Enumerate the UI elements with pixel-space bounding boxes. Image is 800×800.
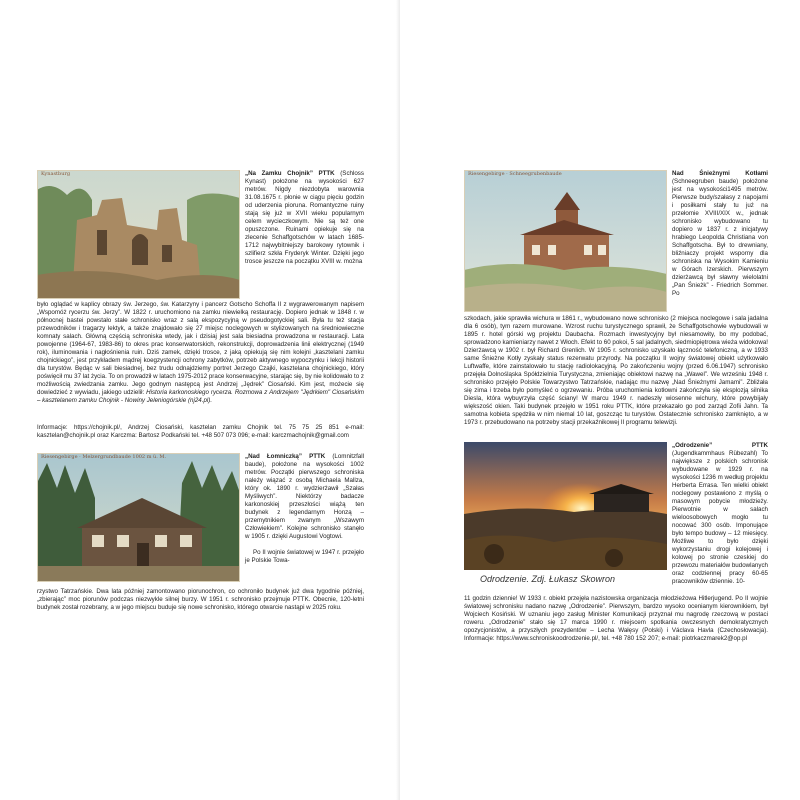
kotly-body-block [464, 315, 768, 427]
kotly-title: Nad Śnieżnymi Kotłami [672, 170, 768, 177]
odrodzenie-photo-caption: Odrodzenie. Zdj. Łukasz Skowron [480, 574, 616, 584]
chojnik-body-block [37, 301, 364, 405]
right-page [400, 0, 800, 800]
chojnik-body: było oglądać w kaplicy obrazy św. Jerzego, św. Katarzyny i pancerz Gotscho Schoffa II z wygrawerowanym napisem „Wspomóż rycerzu św. Jerzy”. W 1822 r. uruchomiono na zamku niewielką restaurację. Dopiero jednak w 1848 r. w północnej bastei powstało stałe schronisko wraz z salą ekspozycyjną w pseudogotyckiej sali. Była tu też stacja przewodników i tragarzy lektyk, a także znajdowało się 27 miejsc noclegowych w stylizowanych na średniowieczne komnaty salach. Główną częścią schroniska wtedy, jak i dzisiaj jest sala biesiadna prowadzona w restauracji. Lata powojenne (1964-67, 1983-86) to okres prac konserwatorskich, rekonstrukcji, doprowadzenia linii elektrycznej (1949 rok), iluminowania i nagłośnienia ruin. Dziś zamek, dzięki trosce, z jaką opiekują się nim kolejni „kasztelani zamku chojnickiego”, jest przykładem mądrej koegzystencji ochrony zabytków, potrzeb aktywnego wypoczynku i lekcji historii dla turystów. Będąc w sali biesiadnej, bez trudu odnajdziemy portret Jerzego Czajki, kasztelana chojnickiego, który poświęcił mu 37 lat życia. To on prowadził w latach 1975-2012 prace konserwacyjne, starając się, by nie kolidowało to z możliwością zwiedzania zamku. Jego godnym następcą jest Andrzej „Jędrek” Ciosański. Kim jest, możecie się dowiedzieć z wywiadu, jakiego udzielił: [37, 301, 364, 396]
odrodzenie-body-block [464, 595, 768, 643]
chojnik-intro: (Schloss Kynast) położone na wysokości 627 metrów. Nigdy niezdobyta warownia 31.08.1675 r. płonie w ciągu pięciu godzin od uderzenia pioruna. Romantyczne ruiny stają się już w XVII wieku popularnym celem wycieczkowym. Nie są też one opuszczone. Ruinami opiekuje się na zlecenie Schaffgotschów w latach 1685-1712 najwybitniejszy barokowy rytownik i szlifierz szkła Fryderyk Winter. Dzięki jego trosce jeszcze na początku XVIII w. można [245, 170, 364, 265]
chojnik-title: „Na Zamku Chojnik” PTTK [245, 170, 335, 177]
lomniczka-photo-caption: Riesengebirge · Melzergrundbaude 1002 m ü. M. [41, 454, 167, 460]
lomniczka-title: „Nad Łomniczką” PTTK [245, 453, 326, 460]
chojnik-intro-block [245, 170, 364, 266]
chojnik-info: Informacje: https://chojnik.pl/, Andrzej Ciosański, kasztelan zamku Chojnik tel. 75 75 25 851 e-mail: kasztelan@chojnik.pl oraz Karczma: Bartosz Podkański tel. +48 507 073 096; e-mail: karczmachojnik@gmail.com [37, 424, 364, 439]
kotly-intro-block [672, 170, 768, 298]
chojnik-info-block [37, 424, 364, 440]
lomniczka-body-start: Po II wojnie światowej w 1947 r. przejęło je Polskie Towa- [245, 549, 364, 564]
kotly-intro: (Schneegruben baude) położone jest na wysokości1495 metrów. Pierwsze budy/szałasy z napojami i posiłkami stały tu już na przełomie XVIII/XIX w., jednak schronisko wybudowano tu dopiero w 1837 r. z inicjatywy hrabiego Leopolda Christiana von Schaffgotscha. Był to drewniany, bliźniaczy projekt wsporny dla schroniska na Wysokim Kamieniu w Górach Izerskich. Pierwszym dzierżawcą był sławny wielolatni „Pan Śnieżk” - Friedrich Sommer. Po [672, 178, 768, 297]
lomniczka-intro: (Lomnitzfall baude), położone na wysokości 1002 metrów. Początki pierwszego schroniska należy wiązać z osobą Michaela Mallza, który ok. 1890 r. wydzierżawił „Szałas Myśliwych”. Niektórzy badacze karkonoskiej przeszłości wiążą ten budynek z legendarnym Honzą – przemytnikiem zwanym „Wszawym Człowiekiem”. Kolejne schronisko stanęło w 1905 r. dzięki Augustowi Vogtowi. [245, 453, 364, 540]
odrodzenie-intro-block [672, 442, 768, 586]
kotly-photo-caption: Riesengebirge · Schneegrubenbaude [468, 171, 562, 177]
kotly-body: szkodach, jakie sprawiła wichura w 1861 r., wybudowano nowe schronisko (2 miejsca noclegowe i sala jadalna dla 6 osób), tym razem murowane. Wzrost ruchu turystycznego sprawił, że Schaffgotschowie wybudowali w 1895 r. hotel górski wg projektu Daubacha. Rozmach inwestycyjny był niesamowity, bo my podobać, sprowadzono kamieniarzy nawet z Włoch. Efekt to 60 pokoi, 5 sal jadalnych, siedmiopiętrowa wieża widokowa! Dzierżawcą w 1902 r. był Richard Grenlich. W 1905 r. schronisko uzyskało łączność telefoniczną, a w 1933 same Śnieżne Kotły zyskały status rezerwatu przyrody. Na początku II wojny światowej obiekt użytkowało Luftwaffe, które zainstalowało tu stację radiolokacyjną. Po zakończeniu wojny (przed 6.06.1947) schronisko przejęła Dolnośląska Spółdzielnia Turystyczna, zmieniając obiektowi nazwę na „Wawel”. We wrześniu 1948 r. schronisko przejęło Polskie Towarzystwo Tatrzańskie, nadając mu nazwę „Nad Śnieżnymi Jamami”. Zbliżała się zima i trzeba było pomyśleć o ogrzewaniu. Próba uruchomienia kotłowni zakończyła się eksplozją silnika Diesla, która wybuyrzyła część ściany! W marcu 1949 r. nadeszły wiosenne wichury, które powybijały większość okien. Taki budynek przejęło w 1951 roku PTTK, które przekazało go pod zarząd Zofii Jahn. Ta samotna kobieta spędziła w nim niemal 10 lat, goszcząc tu turystów. Ostatecznie schronisko zamknięto, a w 1973 r. przebudowano na potrzeby stacji przekaźnikowej II programu telewizji. [464, 315, 768, 426]
odrodzenie-title: „Odrodzenie” PTTK [672, 442, 768, 449]
chojnik-castle-photo [37, 170, 240, 299]
lomniczka-body-block [37, 588, 364, 612]
kotly-hotel-photo [464, 170, 667, 312]
lomniczka-intro-block [245, 453, 364, 565]
odrodzenie-intro: (Jugendkammhaus Rübezahl) To największe z polskich schronisk wybudowane w 1929 r. na wysokości 1236 m według projektu Herberta Errasa. Ten wielki obiekt noclegowy postawiono z myślą o masowym pobycie młodzieży. Pierwotnie w salach wieloosobowych mogło tu nocować 300 osób. Imponujące było tempo budowy – 12 miesięcy. Możliwe to było dzięki wykorzystaniu drogi kolejowej i kolowej po stronie czeskiej do przewozu materiałów budowlanych oraz codziennej pracy 60-65 pracowników dziennie. 10- [672, 450, 768, 585]
lomniczka-hut-photo [37, 453, 240, 582]
chojnik-photo-caption: Kynastburg [41, 171, 71, 177]
lomniczka-body: rzystwo Tatrzańskie. Dwa lata później zamontowano piorunochron, co ochroniło budynek już dwa tygodnie później, „zbierając” moc piorunów podczas niezwykle silnej burzy. W 1951 r. schronisko przejmuje PTTK. Obecnie, 120-letni budynek został rozebrany, a w jego miejscu buduje się nowe schronisko, którego otwarcie nastąpi w 2025 roku. [37, 588, 364, 611]
chojnik-source: Historia karkonoskiego rycerza. Rozmowa z Andrzejem "Jędrkiem" Ciosańskim – kasztelanem zamku Chojnik - Nowiny Jeleniogórskie (nj24.pl). [37, 389, 365, 404]
odrodzenie-body: 11 godzin dziennie! W 1933 r. obiekt przejęła nazistowska organizacja młodzieżowa Hitlerjugend. Po II wojnie światowej schronisku nadano nazwę „Odrodzenie”. Pierwszym, bardzo wysoko ocenianym kierownikiem, był Wojciech Kosiński. W uznaniu jego zasług Minister Komunikacji przyznał mu nagrodę rzeczową w postaci roweru. „Odrodzenie” stało się 17 marca 1990 r. miejscem spotkania owczesnych demokratycznych opozycjonistów, a przyszłych prezydentów – Lecha Wałęsy (Polski) i Václava Havla (Czechosłowacja). Informacje: https://www.schroniskoodrodzenie.pl/, tel. +48 780 152 207; e-mail: piotrkaczmarek2@op.pl [464, 595, 768, 642]
odrodzenie-sunset-photo [464, 442, 667, 570]
